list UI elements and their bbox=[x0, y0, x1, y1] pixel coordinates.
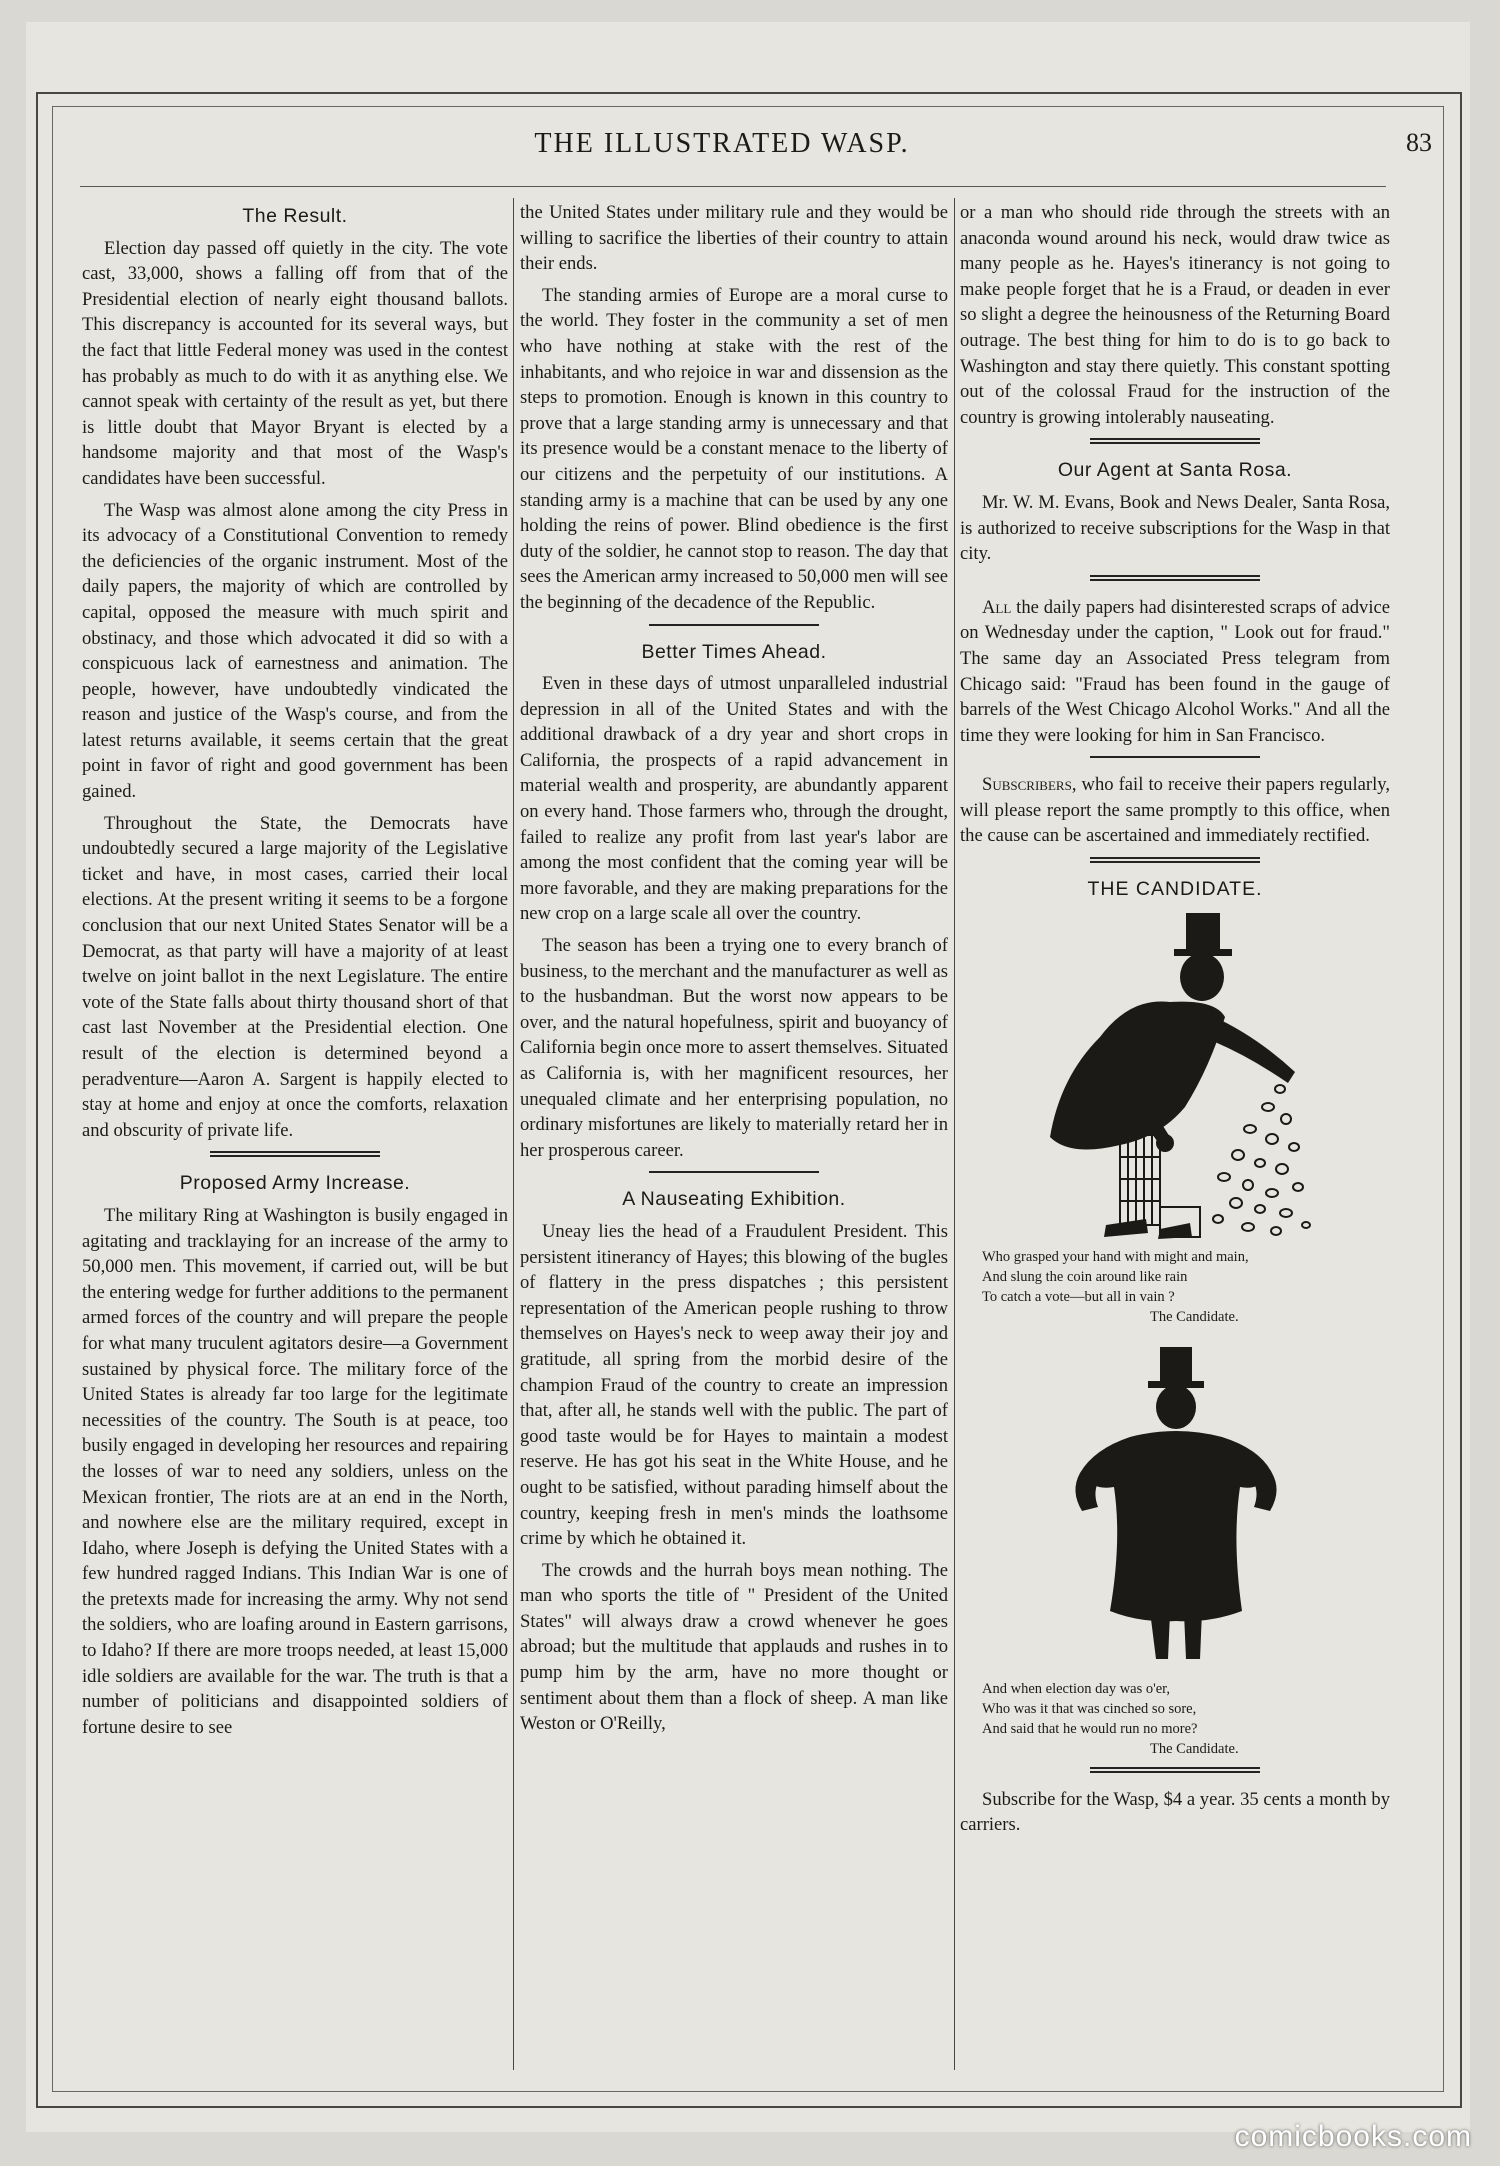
paragraph bbox=[960, 772, 1390, 849]
verse-attribution: The Candidate. bbox=[1150, 1308, 1239, 1325]
section-divider bbox=[210, 1151, 380, 1157]
verse-line: Who was it that was cinched so sore, bbox=[982, 1700, 1197, 1717]
paragraph-continued: or a man who should ride through the streets with an anaconda wound around his neck, would draw twice as many people as he. Hayes's itinerancy is not going to make people forget that he is a Fraud, or deaden in ever so slight a degree the heinousness of the Returning Board outrage. The best thing for him to do is to go back to Washington and stay there quietly. This constant spotting out of the colossal Fraud for the instruction of the country is growing intolerably nauseating. bbox=[960, 202, 1390, 428]
verse-attribution: The Candidate. bbox=[1150, 1740, 1239, 1757]
article-title-agent: Our Agent at Santa Rosa. bbox=[1057, 459, 1293, 482]
column-1 bbox=[82, 200, 508, 1746]
masthead-title: THE ILLUSTRATED WASP. bbox=[534, 128, 910, 159]
watermark: comicbooks.com bbox=[1234, 2120, 1472, 2153]
paragraph: The season has been a trying one to every branch of business, to the merchant and the manufacturer as well as to the husbandman. But the worst now appears to be over, and the natural hopefulness, spirit and buoyancy of California begin once more to assert themselves. Situated as California is, with her magnificent resources, her unequaled climate and her enterprising population, no ordinary misfortunes are likely to materially retard her in her prosperous career. bbox=[520, 935, 948, 1161]
paragraph: Even in these days of utmost unparalleled industrial depression in all of the United States and with the additional drawback of a dry year and short crops in California, the prospects of a rapid advancement in material wealth and prosperity, are abundantly apparent on every hand. Those farmers who, through the drought, failed to realize any profit from last year's labor are among the most confident that the coming year will be more favorable, and they are making preparations for the new crop on a large scale all over the country. bbox=[520, 673, 948, 925]
verse-line: And said that he would run no more? bbox=[982, 1720, 1198, 1737]
article-title-better-times: Better Times Ahead. bbox=[641, 640, 827, 663]
paragraph-text: the daily papers had disinterested scraps of advice on Wednesday under the caption, " Look out for fraud." The same day an Associated Press telegram from Chicago said: "Fraud has been found in the gauge of barrels of the West Chicago Alcohol Works." And all the time they were looking for him in San Francisco. bbox=[960, 596, 1390, 746]
paragraph-continued: the United States under military rule and they would be willing to sacrifice the liberties of their country to attain their ends. bbox=[520, 202, 948, 275]
section-divider bbox=[1090, 575, 1260, 581]
paragraph: The standing armies of Europe are a moral curse to the world. They foster in the community a set of men who have nothing at stake with the rest of the inhabitants, and who rejoice in war and dissension as the steps to promotion. Enough is known in this country to prove that a large standing army is unnecessary and that its presence would be a constant menace to the liberty of our citizens and the perpetuity of our institutions. A standing army is a machine that can be used by any one holding the reins of power. Blind obedience is the first duty of the soldier, he cannot stop to reason. The day that sees the American army increased to 50,000 men will see the beginning of the decadence of the Republic. bbox=[520, 284, 948, 613]
column-3 bbox=[960, 200, 1390, 1844]
paragraph: The crowds and the hurrah boys mean nothing. The man who sports the title of " President of the United States" will always draw a crowd whenever he goes abroad; but the multitude that applauds and rushes in to pump him by the arm, have no more thought or sentiment about them than a flock of sheep. A man like Weston or O'Reilly, bbox=[520, 1559, 948, 1735]
column-rule-1 bbox=[513, 198, 514, 2070]
column-2 bbox=[520, 200, 948, 1743]
paragraph-text: who fail to receive their papers regularly, will please report the same promptly to this office, when the cause can be ascertained and immediately rectified. bbox=[960, 774, 1390, 847]
article-title-result: The Result. bbox=[242, 205, 348, 227]
verse-line: To catch a vote—but all in vain ? bbox=[982, 1288, 1175, 1305]
lead-word: Subscribers, bbox=[982, 774, 1077, 796]
verse-2 bbox=[982, 1679, 1390, 1759]
paragraph: The Wasp was almost alone among the city Press in its advocacy of a Constitutional Convention to remedy the deficiencies of the organic instrument. Most of the daily papers, the majority of which are controlled by capital, opposed the measure with much spirit and obstinacy, and those which advocated it did so with a conspicuous lack of earnestness and animation. The people, however, have undoubtedly vindicated the reason and justice of the Wasp's course, and from the latest returns available, it seems certain that the great point in favor of right and good government has been gained. bbox=[82, 499, 508, 803]
verse-line: And slung the coin around like rain bbox=[982, 1268, 1188, 1285]
article-title-army: Proposed Army Increase. bbox=[179, 1172, 411, 1195]
paragraph: Throughout the State, the Democrats have undoubtedly secured a large majority of the Legislative ticket and have, in most cases, carried their local elections. At the present writing it seems to be a forgone conclusion that our next United States Senator will be a Democrat, as that party will have a majority of at least twelve on joint ballot in the next Legislature. The entire vote of the State falls about thirty thousand short of that cast last November at the Presidential election. One result of the election is determined beyond a peradventure—Aaron A. Sargent is happily elected to stay at home and enjoy at once the comforts, relaxation and obscurity of private life. bbox=[82, 812, 508, 1141]
paragraph: Mr. W. M. Evans, Book and News Dealer, Santa Rosa, is authorized to receive subscriptions for the Wasp in that city. bbox=[960, 491, 1390, 565]
section-divider bbox=[1090, 1767, 1260, 1773]
column-rule-2 bbox=[954, 198, 955, 2070]
candidate-title: THE CANDIDATE. bbox=[1087, 878, 1263, 901]
paragraph: The military Ring at Washington is busily engaged in agitating and tracklaying for an increase of the army to 50,000 men. This movement, if carried out, will be but the entering wedge for further additions to the permanent armed forces of the country and will prepare the people for what many truculent agitators desire—a Government sustained by physical force. The military force of the United States is already far too large for the legitimate necessities of the country. The South is at peace, too busily engaged in developing her resources and repairing the losses of war to need any soldiers, unless on the Mexican frontier, The riots are at an end in the North, and nowhere else are the military required, except in Idaho, where Joseph is defying the United States with a few hundred ragged Indians. This Indian War is one of the pretexts made for increasing the army. Why not send the soldiers, who are loafing around in Eastern garrisons, to Idaho? If there are more troops needed, at least 15,000 idle soldiers are available for the war. The truth is that a number of politicians and disappointed soldiers of fortune desire to see bbox=[82, 1204, 508, 1738]
page-number: 83 bbox=[1406, 128, 1432, 157]
paragraph: Election day passed off quietly in the city. The vote cast, 33,000, shows a falling off from that of the Presidential election of nearly eight thousand ballots. This discrepancy is accounted for its several ways, but the fact that little Federal money was used in the contest has probably as much to do with it as anything else. We cannot speak with certainty of the result as yet, but there is little doubt that Mayor Bryant is elected by a handsome majority and that most of the Wasp's candidates have been successful. bbox=[82, 237, 508, 489]
verse-line: Who grasped your hand with might and main, bbox=[982, 1248, 1249, 1265]
verse-1 bbox=[982, 1247, 1390, 1327]
candidate-illustration-tossing-coins bbox=[1010, 907, 1340, 1247]
page-header bbox=[52, 128, 1432, 168]
header-rule bbox=[80, 186, 1386, 187]
verse-line: And when election day was o'er, bbox=[982, 1680, 1171, 1697]
subscribe-notice: Subscribe for the Wasp, $4 a year. 35 cents a month by carriers. bbox=[960, 1788, 1390, 1836]
candidate-illustration-empty-pockets bbox=[1010, 1341, 1340, 1671]
section-divider bbox=[1090, 438, 1260, 444]
section-divider bbox=[1090, 857, 1260, 863]
section-divider bbox=[1090, 756, 1260, 758]
article-title-nauseating: A Nauseating Exhibition. bbox=[622, 1188, 846, 1211]
paragraph: Uneay lies the head of a Fraudulent President. This persistent itinerancy of Hayes; this blowing of the bugles of flattery in the press dispatches ; this persistent representation of the American people rushing to throw themselves on Hayes's neck to weep away their joy and gratitude, all spring from the morbid desire of the champion Fraud of the country to create an impression that, after all, he stands well with the public. The part of good taste would be for Hayes to maintain a modest reserve. He has got his seat in the White House, and he ought to be satisfied, without parading himself about the country, keeping fresh in men's minds the loathsome crime by which he obtained it. bbox=[520, 1220, 948, 1550]
section-divider bbox=[649, 624, 819, 626]
paragraph bbox=[960, 595, 1390, 749]
section-divider bbox=[649, 1171, 819, 1173]
lead-word: All bbox=[982, 596, 1012, 618]
